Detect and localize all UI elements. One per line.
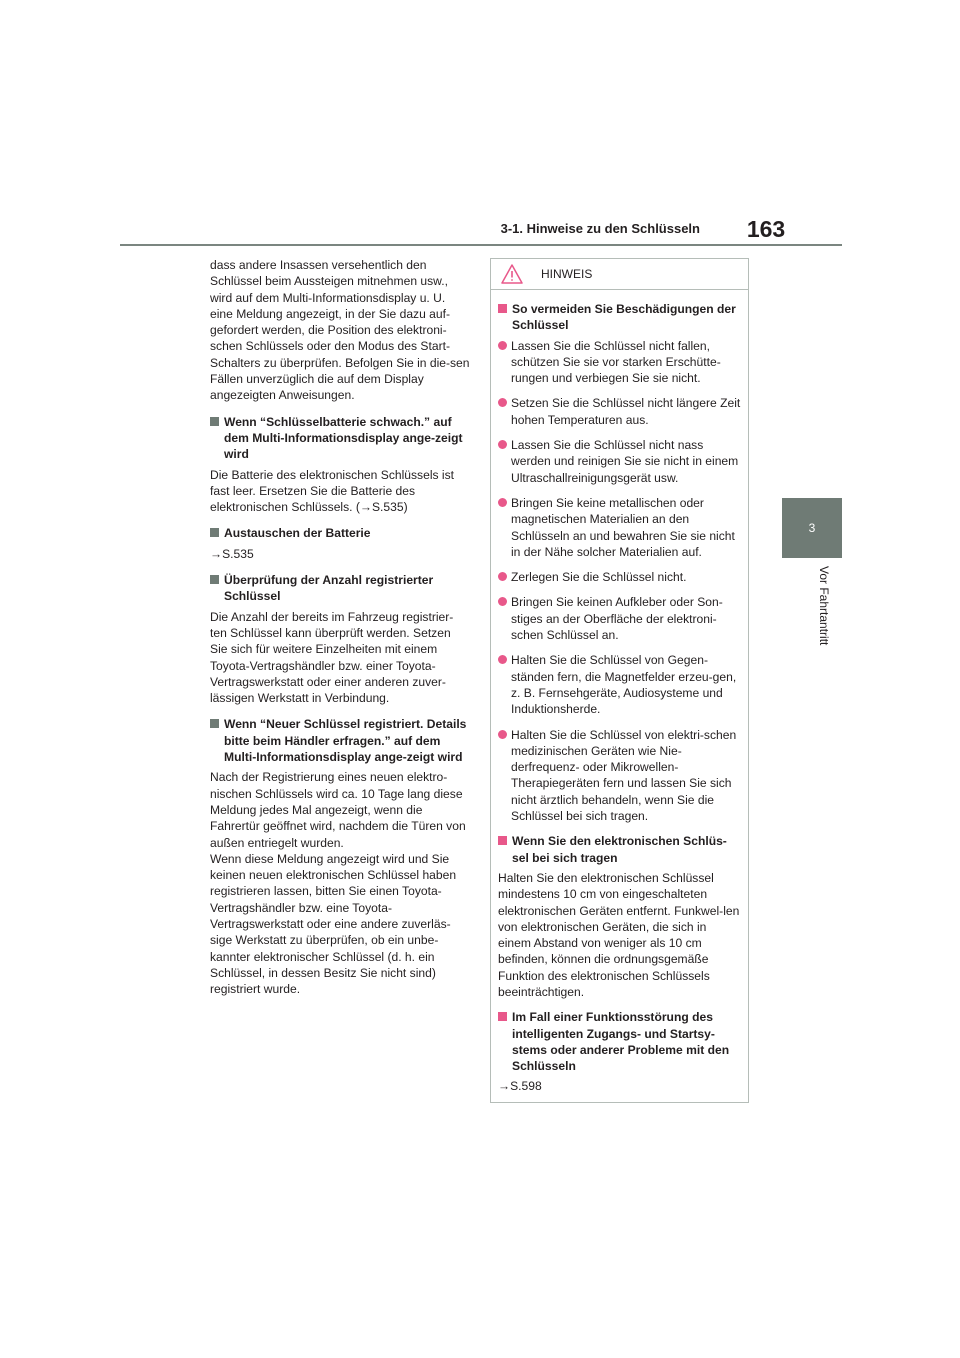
square-bullet-icon xyxy=(210,528,219,537)
round-bullet-icon xyxy=(498,572,507,581)
page-number: 163 xyxy=(746,216,786,242)
round-bullet-icon xyxy=(498,440,507,449)
list-item: Bringen Sie keine metallischen oder magnetischen Materialien an den Schlüsseln an und bewahren Sie sie nicht in der Nähe solcher Materialien auf. xyxy=(498,495,741,560)
intro-text: dass andere Insassen versehentlich den Schlüssel beim Aussteigen mitnehmen usw., wird auf dem Multi-Informationsdisplay u. U. eine Meldung angezeigt, in der Sie dazu auf-gefordert werden, die Position des elektroni-schen Schlüssels oder den Modus des Start-Schalters zu überprüfen. Befolgen Sie in die-sen Fällen unverzüglich die auf dem Display angezeigten Anweisungen. xyxy=(210,258,470,403)
round-bullet-icon xyxy=(498,655,507,664)
warning-triangle-icon xyxy=(501,264,523,284)
list-item: Zerlegen Sie die Schlüssel nicht. xyxy=(498,569,741,585)
chapter-label: Vor Fahrtantritt xyxy=(817,566,831,646)
heading-text: Überprüfung der Anzahl registrierter Schlüssel xyxy=(224,573,434,604)
square-bullet-icon xyxy=(498,1012,507,1021)
list-item: Lassen Sie die Schlüssel nicht nass werden und reinigen Sie sie nicht in einem Ultraschallreinigungsgerät usw. xyxy=(498,437,741,486)
header-rule xyxy=(120,244,842,246)
battery-low-text: Die Batterie des elektronischen Schlüssels ist fast leer. Ersetzen Sie die Batterie des elektronischen Schlüssels. (→S.535) xyxy=(210,467,455,515)
heading-battery-low xyxy=(210,414,470,463)
note-header xyxy=(491,259,748,290)
square-bullet-icon xyxy=(498,836,507,845)
heading-text: Im Fall einer Funktionsstörung des intelligenten Zugangs- und Startsy-stems oder anderer Probleme mit den Schlüsseln xyxy=(512,1010,730,1074)
round-bullet-icon xyxy=(498,597,507,606)
note-heading-avoid-damage xyxy=(498,301,741,334)
chapter-number: 3 xyxy=(808,521,816,535)
battery-replace-xref[interactable]: →S.535 xyxy=(210,546,254,561)
new-key-text: Nach der Registrierung eines neuen elektro-nischen Schlüssels wird ca. 10 Tage lang diese Meldung jedes Mal angezeigt, wenn die Fahrertür geöffnet wird, nachdem die Türen von außen entriegelt wurden. xyxy=(210,770,466,850)
round-bullet-icon xyxy=(498,498,507,507)
note-heading-malfunction xyxy=(498,1009,741,1074)
heading-text: So vermeiden Sie Beschädigungen der Schlüssel xyxy=(512,302,736,333)
square-bullet-icon xyxy=(498,304,507,313)
heading-text: Austauschen der Batterie xyxy=(224,526,371,541)
heading-new-key xyxy=(210,716,470,765)
heading-key-count xyxy=(210,572,470,605)
heading-text: Wenn “Schlüsselbatterie schwach.” auf dem Multi-Informationsdisplay ange-zeigt wird xyxy=(224,414,463,462)
note-box xyxy=(490,258,749,1103)
square-bullet-icon xyxy=(210,417,219,426)
carrying-key-text: Halten Sie den elektronischen Schlüssel mindestens 10 cm von eingeschalteten elektronischen Geräten entfernt. Funkwel-len von elektronischen Geräten, die sich in einem Abstand von weniger als 10 cm befinden, können die ordnungsgemäße Funktion des elektronischen Schlüssels beeinträchtigen. xyxy=(498,870,740,999)
heading-text: Wenn Sie den elektronischen Schlüs-sel bei sich tragen xyxy=(512,834,727,865)
heading-text: Wenn “Neuer Schlüssel registriert. Details bitte beim Händler erfragen.” auf dem Multi-Informationsdisplay ange-zeigt wird xyxy=(224,717,467,765)
heading-battery-replace xyxy=(210,525,470,541)
section-title: 3-1. Hinweise zu den Schlüsseln xyxy=(500,221,700,236)
list-item: Lassen Sie die Schlüssel nicht fallen, schützen Sie sie vor starken Erschütte-rungen und verbiegen Sie sie nicht. xyxy=(498,338,741,387)
list-item: Setzen Sie die Schlüssel nicht längere Zeit hohen Temperaturen aus. xyxy=(498,395,741,428)
malfunction-xref[interactable]: →S.598 xyxy=(498,1079,542,1094)
list-item: Halten Sie die Schlüssel von elektri-schen medizinischen Geräten wie Nie-derfrequenz- oder Mikrowellen-Therapiegeräten fern und lassen Sie sich nicht ärztlich behandeln, wenn Sie die Schlüssel bei sich tragen. xyxy=(498,727,741,825)
left-column xyxy=(210,257,470,997)
round-bullet-icon xyxy=(498,341,507,350)
list-item: Halten Sie die Schlüssel von Gegen-ständen fern, die Magnetfelder erzeu-gen, z. B. Fernsehgeräte, Audiosysteme und Induktionsherde. xyxy=(498,652,741,717)
note-heading-carrying-key xyxy=(498,833,741,866)
new-key-text-2: Wenn diese Meldung angezeigt wird und Sie keinen neuen elektronischen Schlüssel haben registrieren lassen, bitten Sie einen Toyota-Vertragshändler bzw. eine Toyota-Vertragswerkstatt oder eine andere zuverläs-sige Werkstatt zu überprüfen, ob ein unbe-kannter elektronischer Schlüssel (d. h. ein Schlüssel, in dessen Besitz Sie nicht sind) registriert wurde. xyxy=(210,851,457,997)
note-title: HINWEIS xyxy=(541,267,593,281)
key-count-text: Die Anzahl der bereits im Fahrzeug registrier-ten Schlüssel kann überprüft werden. Setzen Sie sich für weitere Einzelheiten mit einem Toyota-Vertragshändler bzw. einer Toyota-Vertragswerkstatt oder einer anderen zuver-lässigen Werkstatt in Verbindung. xyxy=(210,609,454,706)
round-bullet-icon xyxy=(498,398,507,407)
note-body xyxy=(491,290,748,1095)
square-bullet-icon xyxy=(210,719,219,728)
square-bullet-icon xyxy=(210,575,219,584)
chapter-tab[interactable] xyxy=(782,498,842,558)
round-bullet-icon xyxy=(498,730,507,739)
list-item: Bringen Sie keinen Aufkleber oder Son-stiges an der Oberfläche der elektroni-schen Schlüssel an. xyxy=(498,594,741,643)
